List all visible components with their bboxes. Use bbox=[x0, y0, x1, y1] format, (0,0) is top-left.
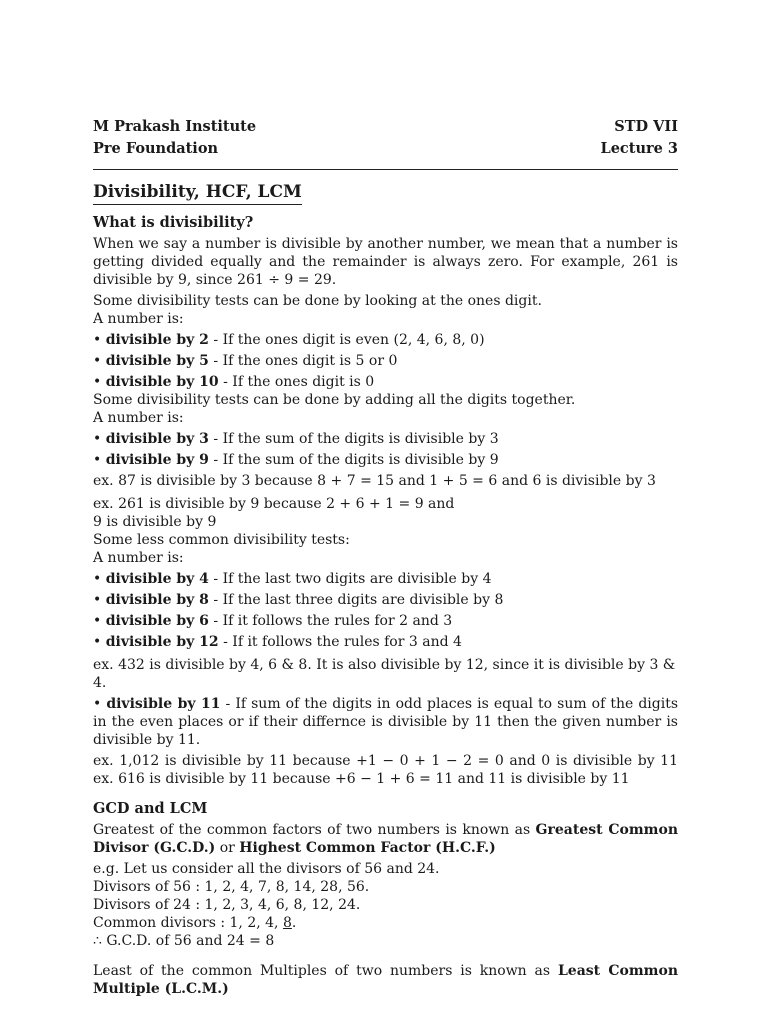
hcf-term: Highest Common Factor (H.C.F.) bbox=[239, 840, 496, 856]
gcd-example-intro: e.g. Let us consider all the divisors of 56 and 24. bbox=[93, 861, 440, 877]
gcd-heading: GCD and LCM bbox=[93, 800, 208, 817]
lcm-term: Least Common Multiple (L.C.M.) bbox=[93, 963, 679, 997]
section-title: Divisibility, HCF, LCM bbox=[93, 183, 302, 205]
rule-text: If the ones digit is even (2, 4, 6, 8, 0) bbox=[222, 332, 485, 348]
ones-digit-intro: Some divisibility tests can be done by looking at the ones digit. bbox=[93, 293, 542, 309]
rule-text: If the ones digit is 5 or 0 bbox=[222, 353, 398, 369]
gcd-result: ∴ G.C.D. of 56 and 24 = 8 bbox=[93, 933, 275, 949]
rule-text: If it follows the rules for 2 and 3 bbox=[222, 613, 453, 629]
rule-divisible-11: • divisible by 11 - If sum of the digits in odd places is equal to sum of the digits in the even places or if their differnce is divisible by 11 then the given number is divisible by 11. bbox=[93, 696, 679, 748]
rule-label: divisible by 3 bbox=[105, 431, 209, 447]
standard-label: STD VII bbox=[614, 118, 678, 135]
divisors-24: Divisors of 24 : 1, 2, 3, 4, 6, 8, 12, 24. bbox=[93, 897, 361, 913]
rule-text: If the last two digits are divisible by 4 bbox=[222, 571, 492, 587]
course-name: Pre Foundation bbox=[93, 140, 219, 157]
what-heading: What is divisibility? bbox=[93, 214, 254, 231]
example-87: ex. 87 is divisible by 3 because 8 + 7 = 15 and 1 + 5 = 6 and 6 is divisible by 3 bbox=[93, 473, 656, 489]
rule-text: If sum of the digits in odd places is equal to sum of the digits in the even places or if their differnce is divisible by 11 then the given number is divisible by 11. bbox=[93, 696, 679, 748]
rule-divisible-6: • divisible by 6 - If it follows the rules for 2 and 3 bbox=[93, 613, 453, 629]
example-432: ex. 432 is divisible by 4, 6 & 8. It is also divisible by 12, since it is divisible by 3 & 4. bbox=[93, 657, 676, 691]
header-row-2 bbox=[93, 140, 678, 158]
rule-text: If it follows the rules for 3 and 4 bbox=[232, 634, 462, 650]
lcm-definition bbox=[93, 962, 678, 998]
common-divisors-list: Common divisors : 1, 2, 4, bbox=[93, 915, 283, 931]
rule-divisible-9: • divisible by 9 - If the sum of the digits is divisible by 9 bbox=[93, 452, 499, 468]
gcd-def-pre: Greatest of the common factors of two numbers is known as bbox=[93, 822, 536, 838]
rule-divisible-10: • divisible by 10 - If the ones digit is 0 bbox=[93, 374, 375, 390]
number-is-label: A number is: bbox=[93, 311, 184, 327]
rule-label: divisible by 12 bbox=[105, 634, 219, 650]
rule-label: divisible by 4 bbox=[105, 571, 209, 587]
rule-divisible-2: • divisible by 2 - If the ones digit is even (2, 4, 6, 8, 0) bbox=[93, 332, 485, 348]
example-261-line2: 9 is divisible by 9 bbox=[93, 514, 217, 530]
rule-text: If the last three digits are divisible by 8 bbox=[222, 592, 504, 608]
rule-label: divisible by 5 bbox=[105, 353, 209, 369]
rule-divisible-4: • divisible by 4 - If the last two digits are divisible by 4 bbox=[93, 571, 492, 587]
gcd-term: Greatest Common Divisor (G.C.D.) bbox=[93, 822, 678, 856]
header-divider bbox=[93, 169, 678, 170]
rule-label: divisible by 9 bbox=[105, 452, 209, 468]
divisors-56: Divisors of 56 : 1, 2, 4, 7, 8, 14, 28, 56. bbox=[93, 879, 370, 895]
rule-label: divisible by 8 bbox=[105, 592, 209, 608]
common-divisors-end: . bbox=[291, 915, 297, 931]
rule-divisible-8: • divisible by 8 - If the last three digits are divisible by 8 bbox=[93, 592, 504, 608]
rule-label: divisible by 10 bbox=[105, 374, 219, 390]
example-261-line1: ex. 261 is divisible by 9 because 2 + 6 + 1 = 9 and bbox=[93, 496, 455, 512]
intro-paragraph: When we say a number is divisible by another number, we mean that a number is getting divided equally and the remainder is always zero. For example, 261 is divisible by 9, since 261 ÷ 9 = 29. bbox=[93, 236, 678, 288]
rule-divisible-5: • divisible by 5 - If the ones digit is 5 or 0 bbox=[93, 353, 398, 369]
rule-text: If the sum of the digits is divisible by 9 bbox=[222, 452, 499, 468]
greatest-common-divisor: 8 bbox=[282, 915, 292, 931]
lcm-def-pre: Least of the common Multiples of two numbers is known as bbox=[93, 963, 558, 979]
gcd-def-mid: or bbox=[215, 840, 240, 856]
rule-label: divisible by 6 bbox=[105, 613, 209, 629]
rule-label: divisible by 2 bbox=[105, 332, 209, 348]
lecture-label: Lecture 3 bbox=[600, 140, 678, 157]
rule-text: If the ones digit is 0 bbox=[232, 374, 375, 390]
rule-text: If the sum of the digits is divisible by 3 bbox=[222, 431, 499, 447]
lecture-page bbox=[93, 118, 678, 998]
common-divisors bbox=[93, 914, 678, 932]
header-row-1 bbox=[93, 118, 678, 136]
example-1012: ex. 1,012 is divisible by 11 because +1 − 0 + 1 − 2 = 0 and 0 is divisible by 11 ex. 616 is divisible by 11 because +6 − 1 + 6 = 11 and 11 is divisible by 11 bbox=[93, 753, 678, 787]
sum-digits-intro: Some divisibility tests can be done by adding all the digits together. bbox=[93, 392, 576, 408]
less-common-intro: Some less common divisibility tests: bbox=[93, 532, 350, 548]
rule-label: divisible by 11 bbox=[106, 696, 221, 712]
number-is-label: A number is: bbox=[93, 410, 184, 426]
rule-divisible-12: • divisible by 12 - If it follows the rules for 3 and 4 bbox=[93, 634, 462, 650]
institute-name: M Prakash Institute bbox=[93, 118, 257, 135]
rule-divisible-3: • divisible by 3 - If the sum of the digits is divisible by 3 bbox=[93, 431, 499, 447]
gcd-definition bbox=[93, 821, 678, 857]
number-is-label: A number is: bbox=[93, 550, 184, 566]
